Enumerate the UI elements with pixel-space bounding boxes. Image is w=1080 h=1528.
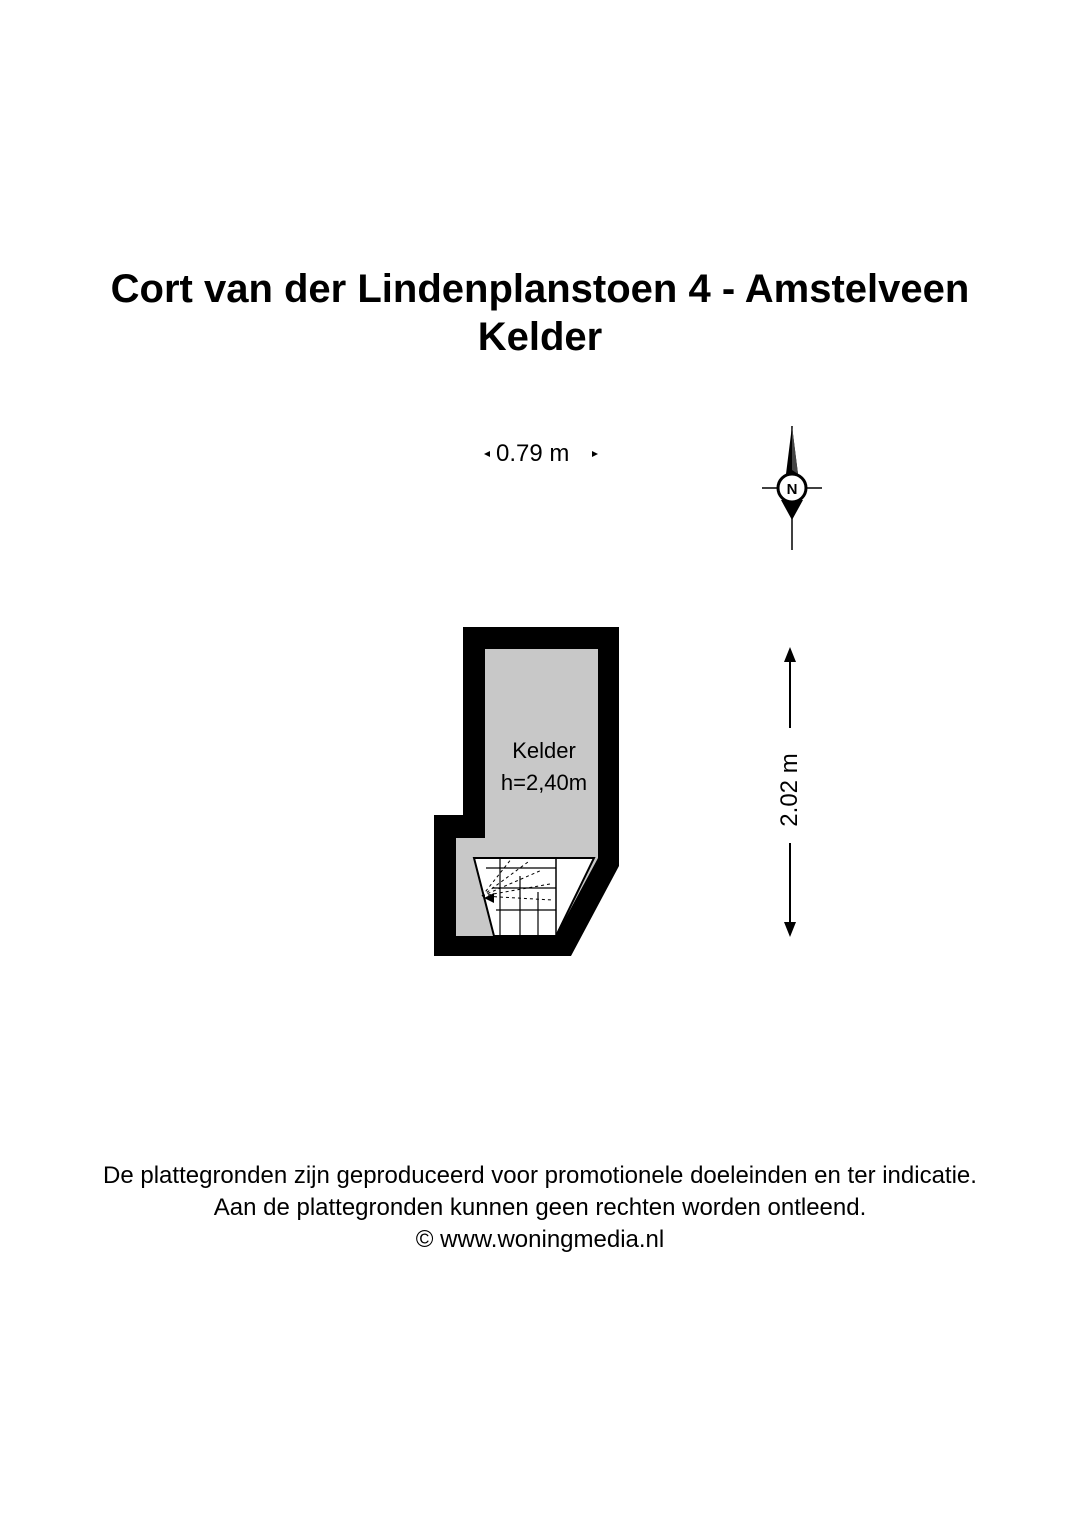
height-dimension-label: 2.02 m — [776, 753, 803, 827]
room-ceiling-height: h=2,40m — [500, 770, 588, 795]
disclaimer-line-1: De plattegronden zijn geproduceerd voor promotionele doeleinden en ter indicatie. — [103, 1162, 977, 1189]
copyright-link[interactable]: © www.woningmedia.nl — [415, 1226, 665, 1253]
room-name: Kelder — [512, 738, 576, 763]
width-arrow-left — [484, 451, 490, 457]
disclaimer-line-2: Aan de plattegronden kunnen geen rechten worden ontleend. — [213, 1194, 867, 1221]
floor-name: Kelder — [477, 315, 603, 359]
room-label — [485, 735, 603, 799]
north-arrow-icon — [762, 426, 822, 550]
plan-title: Cort van der Lindenplanstoen 4 - Amstelveen — [110, 267, 970, 311]
width-arrow-right — [592, 451, 598, 457]
width-dimension-label: 0.79 m — [496, 440, 570, 467]
compass-label: N — [786, 481, 798, 498]
